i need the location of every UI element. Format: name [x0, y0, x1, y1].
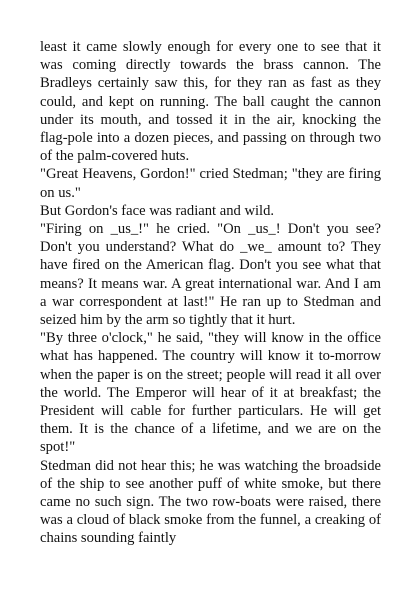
paragraph: But Gordon's face was radiant and wild. [40, 202, 275, 219]
paragraph: "Firing on _us_!" he cried. "On _us_! Don't you see? Don't you understand? What do _we_ amount to? They have fired on the American flag. Don't you see what that means? It means war. A great international war. And I am a war correspondent at last!" He ran up to Stedman and seized him by the arm so tightly that it hurt. [40, 221, 381, 329]
paragraph: least it came slowly enough for every one to see that it was coming directly towards the brass cannon. The Bradleys certainly saw this, for they ran as fast as they could, and kept on running. The ball caught the cannon under its mouth, and tossed it in the air, knocking the flag-pole into a dozen pieces, and passing on through two of the palm-covered huts. [40, 39, 381, 165]
book-page-text [40, 38, 381, 548]
paragraph: "By three o'clock," he said, "they will know in the office what has happened. The country will know it to-morrow when the paper is on the street; people will read it all over the world. The Emperor will hear of it at breakfast; the President will cable for further particulars. He will get them. It is the chance of a lifetime, and we are on the spot!" [40, 330, 381, 456]
paragraph: Stedman did not hear this; he was watching the broadside of the ship to see another puff of white smoke, but there came no such sign. The two row-boats were raised, there was a cloud of black smoke from the funnel, a creaking of chains sounding faintly [40, 457, 381, 547]
paragraph: "Great Heavens, Gordon!" cried Stedman; "they are firing on us." [40, 166, 381, 201]
